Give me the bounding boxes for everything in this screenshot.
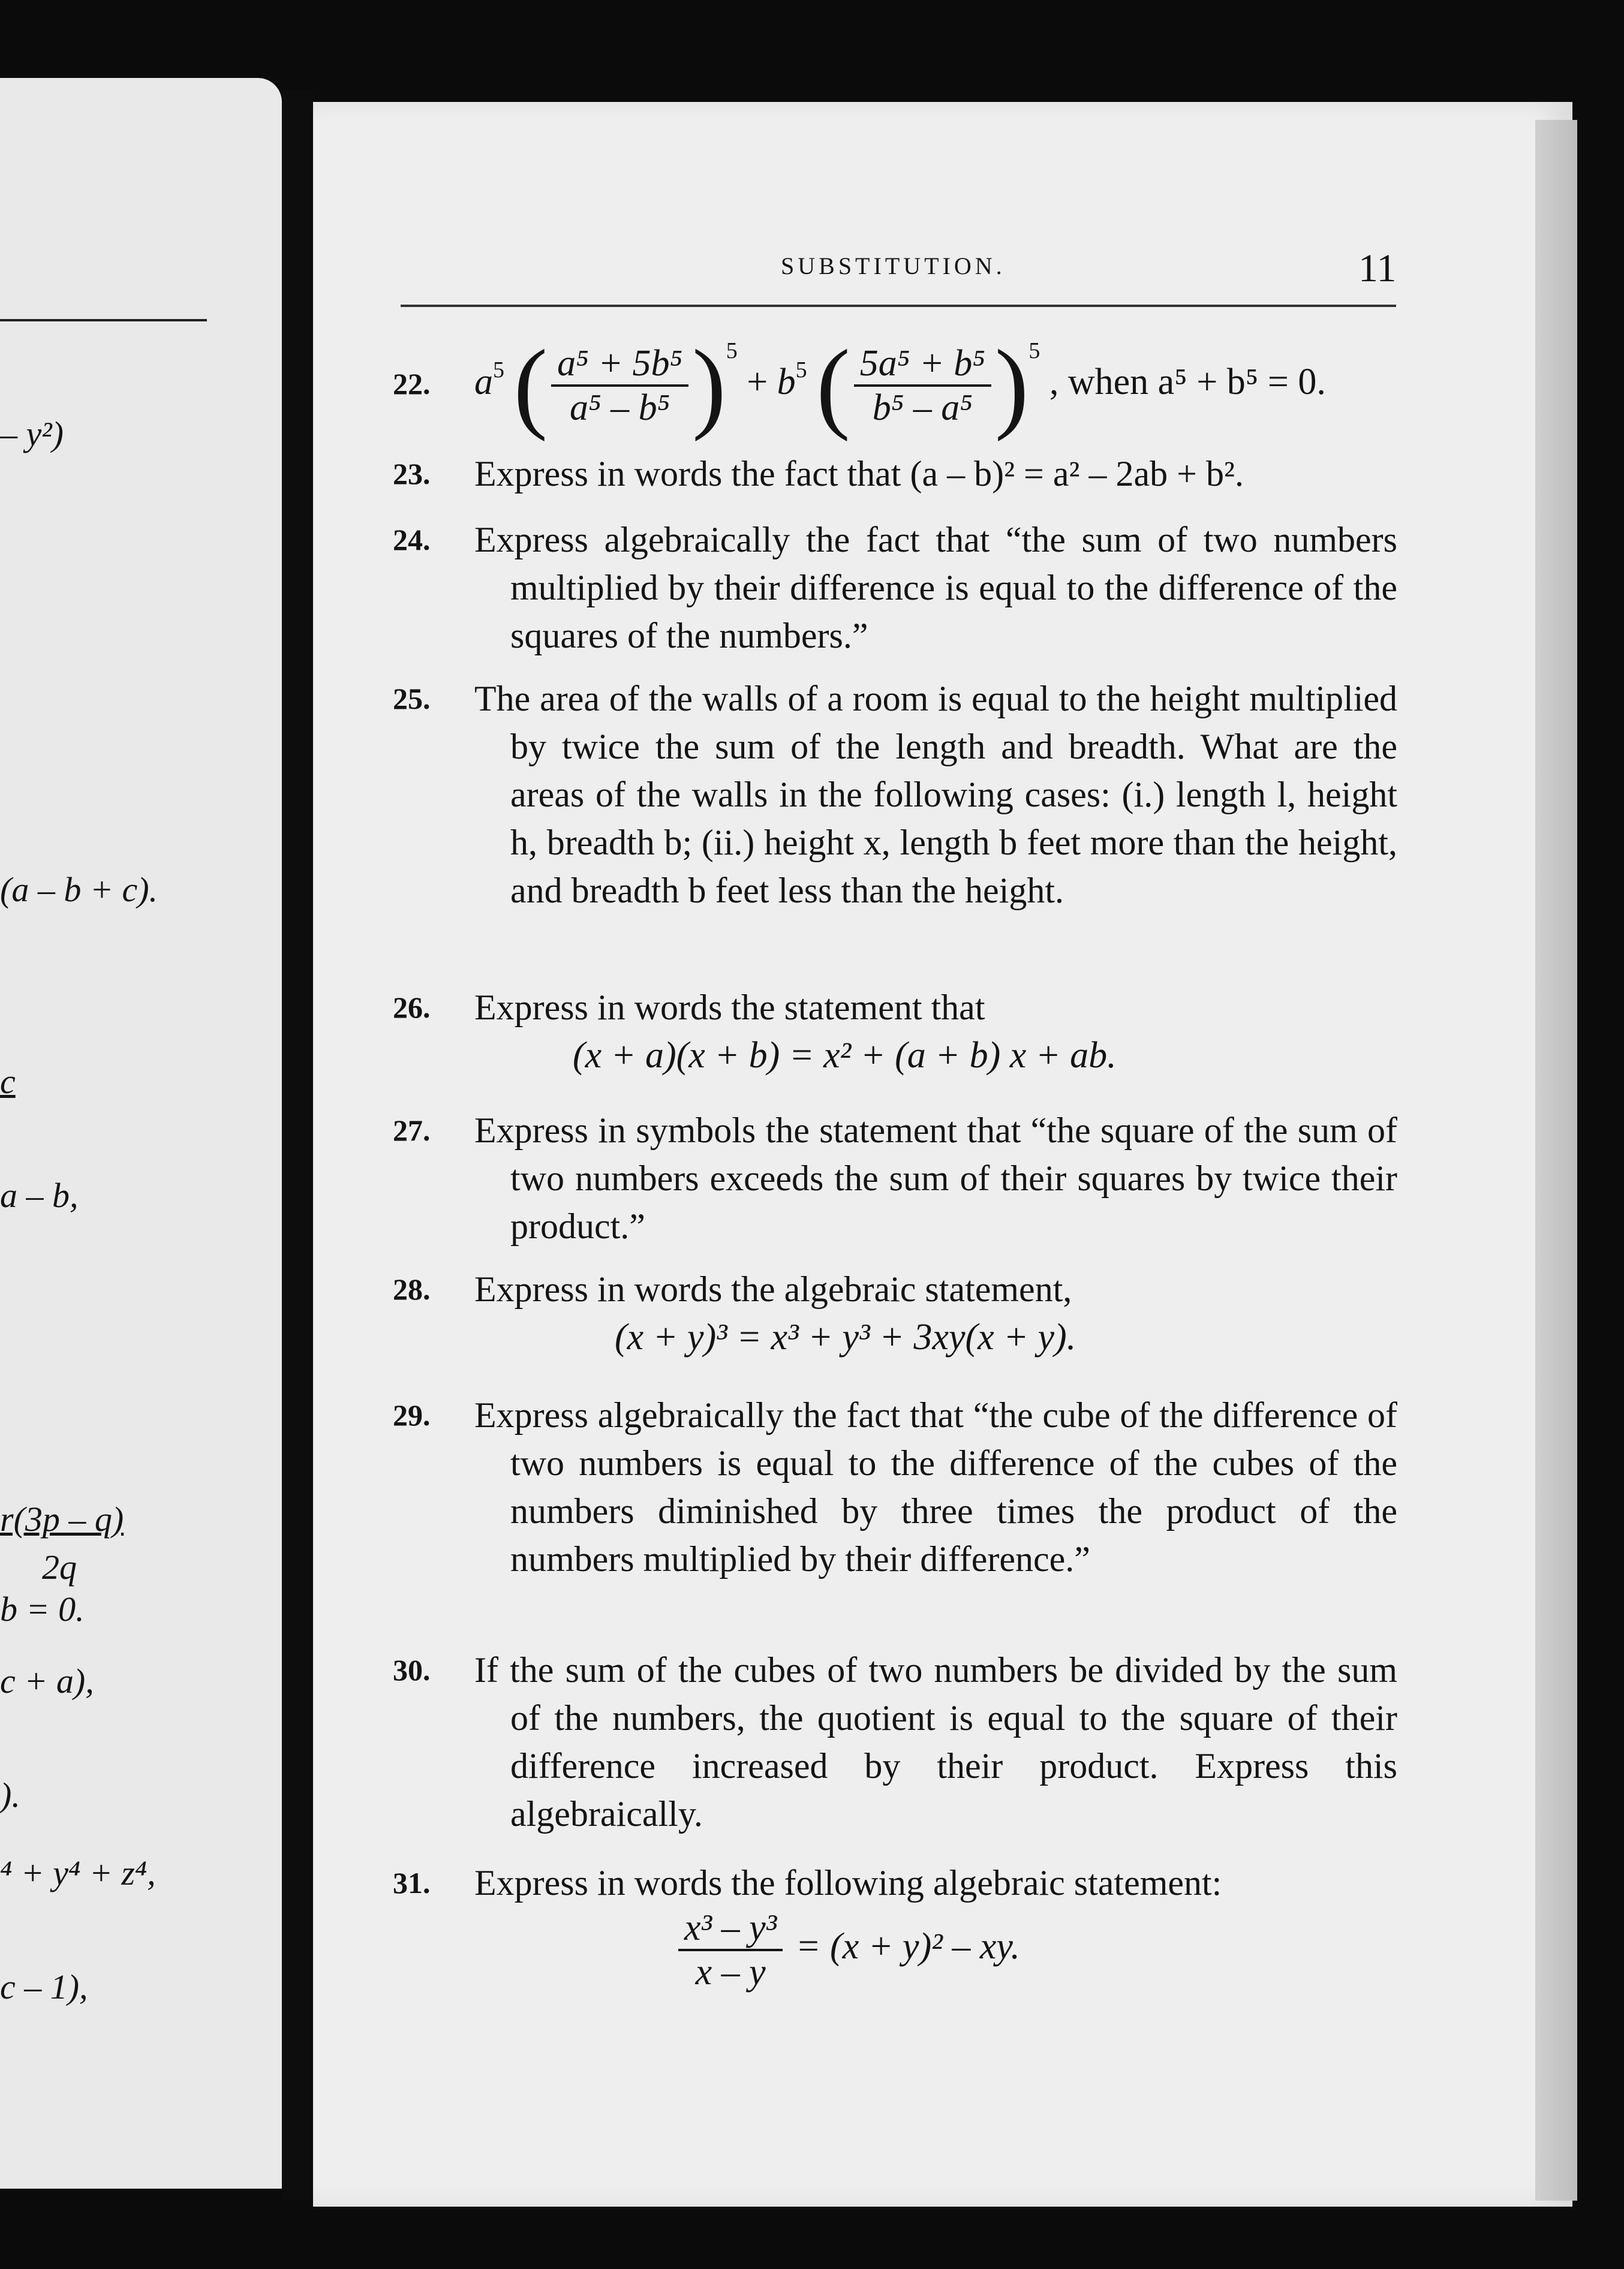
exercise-text: Express in words the fact that (a – b)² = a² – 2ab + b². bbox=[474, 454, 1244, 493]
exercise-number: 24. bbox=[393, 523, 431, 556]
left-page-rule bbox=[0, 319, 207, 321]
page-edge bbox=[1535, 120, 1577, 2201]
exercise-number: 31. bbox=[393, 1866, 431, 1900]
exercise-31-formula bbox=[675, 1907, 1020, 1993]
left-fragment: c + a), bbox=[0, 1662, 94, 1701]
exercise-26-formula: (x + a)(x + b) = x² + (a + b) x + ab. bbox=[573, 1035, 1117, 1076]
exercise-text: The area of the walls of a room is equal to the height multiplied by twice the sum of the length and breadth. What are the areas of the walls in the following cases: (i.) length l, height h, breadth b; (ii.) height x, length b feet more than the height, and breadth b feet less than the height. bbox=[474, 679, 1397, 910]
left-page bbox=[0, 78, 282, 2189]
exercise-28 bbox=[393, 1265, 1397, 1358]
exercise-text: Express in words the algebraic statement, bbox=[474, 1269, 1072, 1309]
exercise-24 bbox=[393, 516, 1397, 660]
fraction: $\frac{\text{x³ – y³}}{x - y}$ bbox=[678, 1907, 783, 1993]
exercise-number: 29. bbox=[393, 1398, 431, 1432]
exercise-29 bbox=[393, 1391, 1397, 1583]
exercise-22-formula: $a^5$ ( $\frac{\text{a⁵ + 5b⁵}}{\text{a⁵ – b⁵}}$ )$^5 + b^5$ ( $\frac{\text{5a⁵ + b⁵}}{\text{b⁵ – a⁵}}$ )$^5$ , when a⁵ + b⁵ = 0. bbox=[474, 329, 1326, 442]
left-paren: ( bbox=[513, 329, 548, 442]
exercise-27 bbox=[393, 1106, 1397, 1250]
condition: , when a⁵ + b⁵ = 0. bbox=[1049, 362, 1326, 402]
left-fragment: c bbox=[0, 1062, 16, 1101]
left-fragment: ). bbox=[0, 1776, 20, 1814]
exercise-text: Express algebraically the fact that “the sum of two numbers multiplied by their difference is equal to the difference of the squares of the numbers.” bbox=[474, 520, 1397, 655]
exercise-number: 25. bbox=[393, 682, 431, 715]
fraction: $\frac{\text{5a⁵ + b⁵}}{\text{b⁵ – a⁵}}$ bbox=[854, 342, 991, 429]
left-paren: ( bbox=[816, 329, 850, 442]
page-number: 11 bbox=[1358, 246, 1397, 290]
exercise-25 bbox=[393, 675, 1397, 914]
exercise-number: 22. bbox=[393, 367, 431, 401]
right-paren: ) bbox=[692, 329, 726, 442]
running-header: SUBSTITUTION. bbox=[781, 252, 1006, 279]
exercise-30 bbox=[393, 1646, 1397, 1838]
header-rule bbox=[401, 305, 1396, 307]
exercise-text: Express algebraically the fact that “the cube of the difference of two numbers is equal to the difference of the cubes of the numbers diminished by three times the product of the numbers multiplied by their difference.” bbox=[474, 1395, 1397, 1579]
exercise-number: 26. bbox=[393, 991, 431, 1024]
coefficient: b bbox=[777, 362, 796, 402]
exercise-number: 23. bbox=[393, 457, 431, 490]
exercise-number: 28. bbox=[393, 1272, 431, 1306]
exercise-23 bbox=[393, 450, 1397, 498]
left-fragment: a – b, bbox=[0, 1176, 79, 1215]
exercise-text: If the sum of the cubes of two numbers be divided by the sum of the numbers, the quotient is equal to the square of their difference increased by their product. Express this algebraically. bbox=[474, 1650, 1397, 1834]
exercise-22 bbox=[393, 327, 1397, 441]
exercise-28-formula: (x + y)³ = x³ + y³ + 3xy(x + y). bbox=[615, 1317, 1076, 1358]
left-fragment: r(3p – q) bbox=[0, 1500, 124, 1539]
exercise-text: Express in words the following algebraic statement: bbox=[474, 1863, 1222, 1903]
fraction: $\frac{\text{a⁵ + 5b⁵}}{\text{a⁵ – b⁵}}$ bbox=[551, 342, 688, 429]
left-fragment: c – 1), bbox=[0, 1967, 88, 2006]
exercise-number: 30. bbox=[393, 1653, 431, 1687]
formula-rhs: = (x + y)² – xy. bbox=[795, 1926, 1020, 1967]
exercise-text: Express in words the statement that bbox=[474, 988, 985, 1027]
left-fragment: b = 0. bbox=[0, 1590, 85, 1629]
coefficient: a bbox=[474, 362, 493, 402]
book-gutter bbox=[283, 90, 313, 2201]
exercise-31 bbox=[393, 1859, 1397, 1993]
left-fragment: – y²) bbox=[0, 414, 64, 453]
right-paren: ) bbox=[994, 329, 1029, 442]
left-fragment: 2q bbox=[42, 1548, 77, 1587]
exercise-26 bbox=[393, 983, 1397, 1076]
exercise-number: 27. bbox=[393, 1114, 431, 1147]
left-fragment: ⁴ + y⁴ + z⁴, bbox=[0, 1853, 156, 1892]
left-fragment: (a – b + c). bbox=[0, 870, 158, 909]
exercise-text: Express in symbols the statement that “the square of the sum of two numbers exceeds the sum of their squares by twice their product.” bbox=[474, 1111, 1397, 1246]
